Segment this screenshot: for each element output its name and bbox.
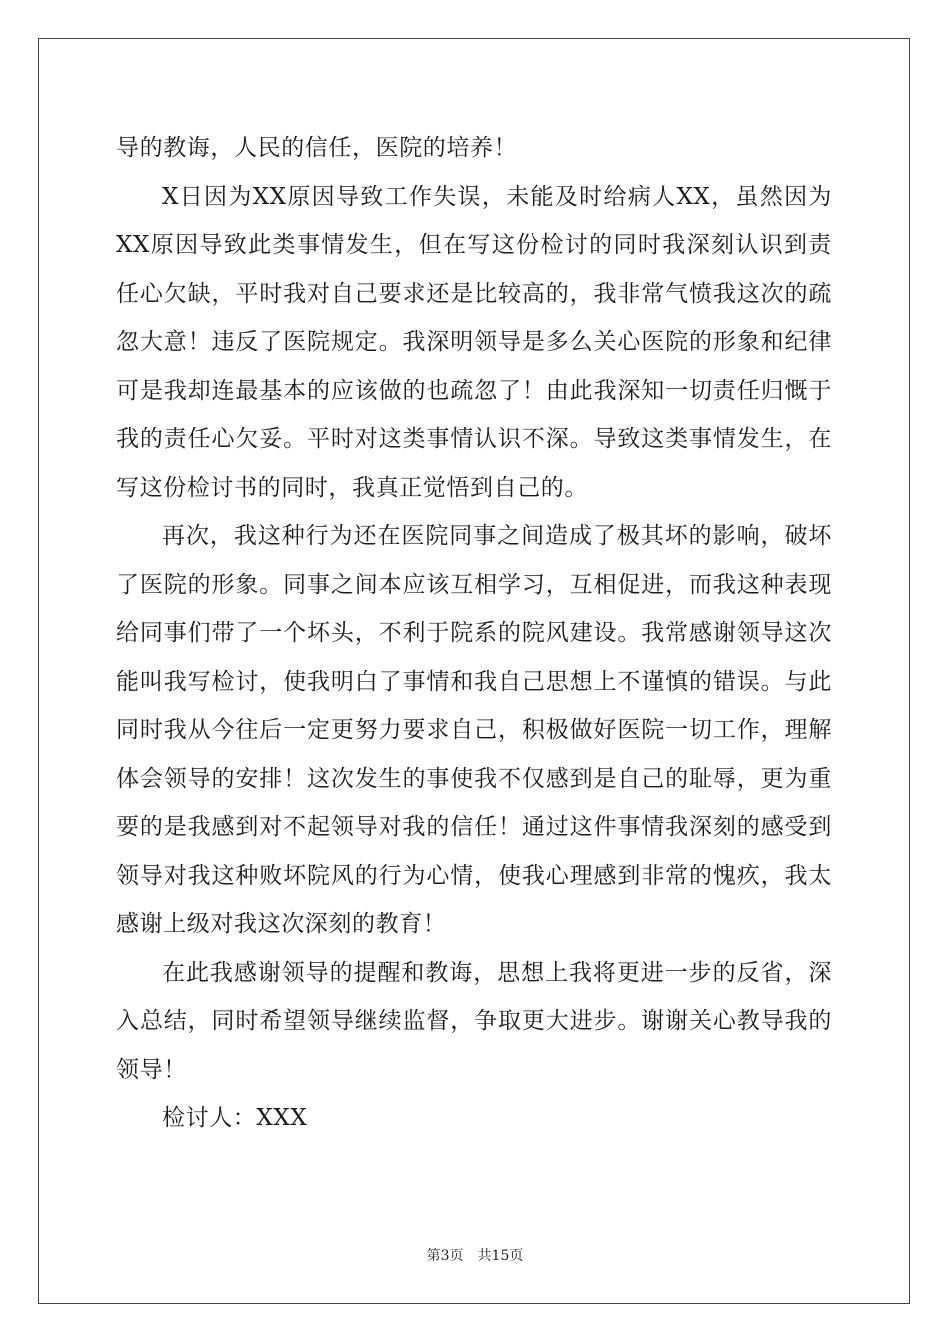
document-body [116,124,832,1143]
paragraph-1: 导的教诲，人民的信任，医院的培养！ [116,135,518,161]
page-total: 共15页 [477,1248,524,1264]
paragraph-2: X日因为XX原因导致工作失误，未能及时给病人XX，虽然因为XX原因导致此类事情发生，但在写这份检讨的同时我深刻认识到责任心欠缺，平时我对自己要求还是比较高的，我非常气愤我这次的疏忽大意！违反了医院规定。我深明领导是多么关心医院的形象和纪律可是我却连最基本的应该做的也疏忽了！由此我深知一切责任归慨于我的责任心欠妥。平时对这类事情认识不深。导致这类事情发生，在写这份检讨书的同时，我真正觉悟到自己的。 [116,183,832,501]
paragraph-3: 再次，我这种行为还在医院同事之间造成了极其坏的影响，破坏了医院的形象。同事之间本应该互相学习，互相促进，而我这种表现给同事们带了一个坏头，不利于院系的院风建设。我常感谢领导这次能叫我写检讨，使我明白了事情和我自己思想上不谨慎的错误。与此同时我从今往后一定更努力要求自己，积极做好医院一切工作，理解体会领导的安排！这次发生的事使我不仅感到是自己的耻辱，更为重要的是我感到对不起领导对我的信任！通过这件事情我深刻的感受到领导对我这种败坏院风的行为心情，使我心理感到非常的愧疚，我太感谢上级对我这次深刻的教育！ [116,523,832,937]
page-number: 第3页 [426,1248,464,1264]
paragraph-4: 在此我感谢领导的提醒和教诲，思想上我将更进一步的反省，深入总结，同时希望领导继续监督，争取更大进步。谢谢关心教导我的领导！ [116,959,832,1083]
page-footer [0,1246,950,1266]
signature-line: 检讨人：XXX [162,1105,308,1131]
